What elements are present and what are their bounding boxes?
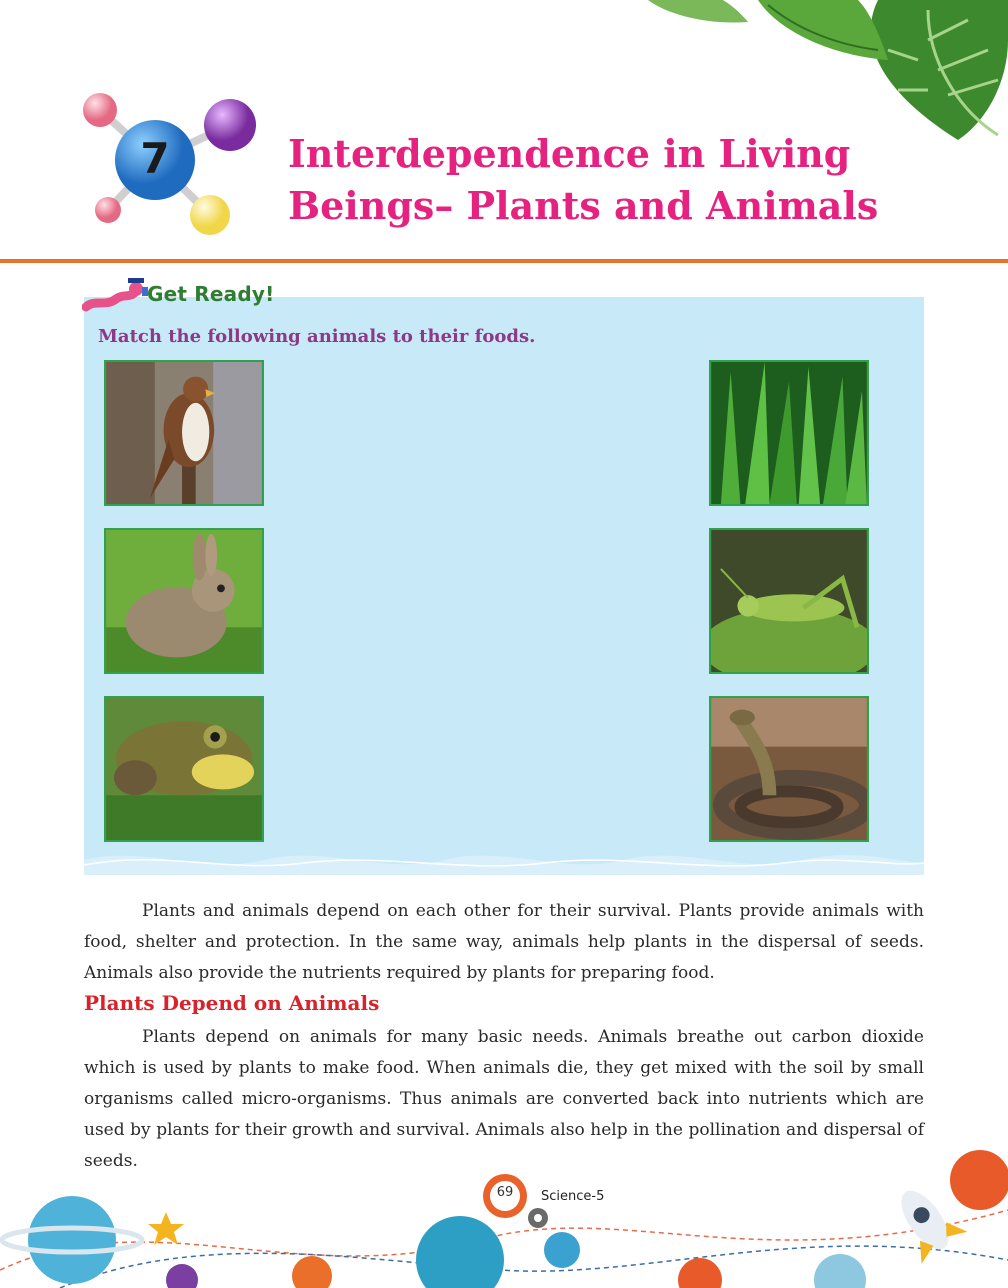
grasshopper-photo xyxy=(709,528,869,674)
paragraph-plants-depend: Plants depend on animals for many basic needs. Animals breathe out carbon dioxide which is used by plants to make food. When animals die, they get mixed with the soil by small organisms called micro-organisms. Thus animals are converted back into nutrients which are used by plants for their growth and survival. Animals also help in the pollination and dispersal of seeds. xyxy=(84,1027,924,1171)
panel-wave-decoration xyxy=(84,845,924,875)
chapter-title xyxy=(288,128,988,232)
activity-instruction: Match the following animals to their foods. xyxy=(98,326,536,347)
header-divider xyxy=(0,259,1008,263)
space-footer-decoration xyxy=(0,1140,1008,1288)
chapter-title-line1: Interdependence in Living xyxy=(288,131,851,176)
chapter-number: 7 xyxy=(140,134,170,183)
snake-photo xyxy=(709,696,869,842)
frog-photo xyxy=(104,696,264,842)
paragraph-interdependence: Plants and animals depend on each other for their survival. Plants provide animals with food, shelter and protection. In the same way, animals help plants in the dispersal of seeds. Animals also provide the nutrients required by plants for preparing food. xyxy=(84,901,924,983)
book-title: Science-5 xyxy=(541,1189,605,1204)
get-ready-label: Get Ready! xyxy=(147,282,275,306)
chapter-title-line2: Beings– Plants and Animals xyxy=(288,183,879,228)
rabbit-photo xyxy=(104,528,264,674)
section-heading: Plants Depend on Animals xyxy=(84,991,380,1015)
page-number: 69 xyxy=(496,1185,514,1200)
hawk-photo xyxy=(104,360,264,506)
grass-photo xyxy=(709,360,869,506)
